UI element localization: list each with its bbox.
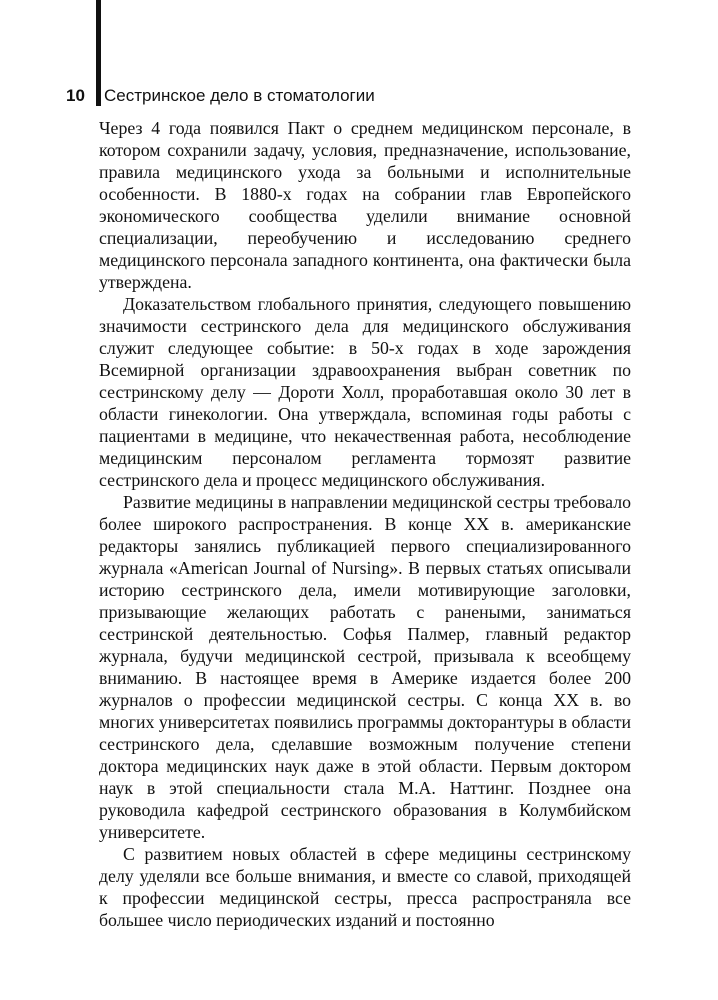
- page-number: 10: [66, 86, 85, 105]
- paragraph: Доказательством глобального принятия, следующего повышению значимости сестринского дела для медицинского обслуживания служит следующее событие: в 50-х годах в ходе зарождения Всемирной организации здравоохранения выбран советник по сестринскому делу — Дороти Холл, проработавшая около 30 лет в области гинекологии. Она утверждала, вспоминая годы работы с пациентами в медицине, что некачественная работа, несоблюдение медицинским персоналом регламента тормозят развитие сестринского дела и процесс медицинского обслуживания.: [99, 294, 631, 490]
- paragraph: С развитием новых областей в сфере медицины сестринскому делу уделяли все больше внимания, и вместе со славой, приходящей к профессии медицинской сестры, пресса распространяла все большее число периодических изданий и постоянно: [99, 844, 631, 930]
- paragraph: Через 4 года появился Пакт о среднем медицинском персонале, в котором сохранили задачу, условия, предназначение, использование, правила медицинского ухода за больными и исполнительные особенности. В 1880-х годах на собрании глав Европейского экономического сообщества уделили внимание основной специализации, переобучению и исследованию среднего медицинского персонала западного континента, она фактически была утверждена.: [99, 118, 631, 292]
- paragraph: Развитие медицины в направлении медицинской сестры требовало более широкого распространения. В конце XX в. американские редакторы занялись публикацией первого специализированного журнала «American Journal of Nursing». В первых статьях описывали историю сестринского дела, имели мотивирующие заголовки, призывающие желающих работать с ранеными, заниматься сестринской деятельностью. Софья Палмер, главный редактор журнала, будучи медицинской сестрой, призывала к всеобщему вниманию. В настоящее время в Америке издается более 200 журналов о профессии медицинской сестры. С конца XX в. во многих университетах появились программы докторантуры в области сестринского дела, сделавшие возможным получение степени доктора медицинских наук даже в этой области. Первым доктором наук в этой специальности стала М.А. Наттинг. Позднее она руководила кафедрой сестринского образования в Колумбийском университете.: [99, 492, 631, 842]
- running-title: Сестринское дело в стоматологии: [104, 86, 375, 105]
- body-text: [99, 117, 631, 931]
- running-header: [66, 84, 375, 108]
